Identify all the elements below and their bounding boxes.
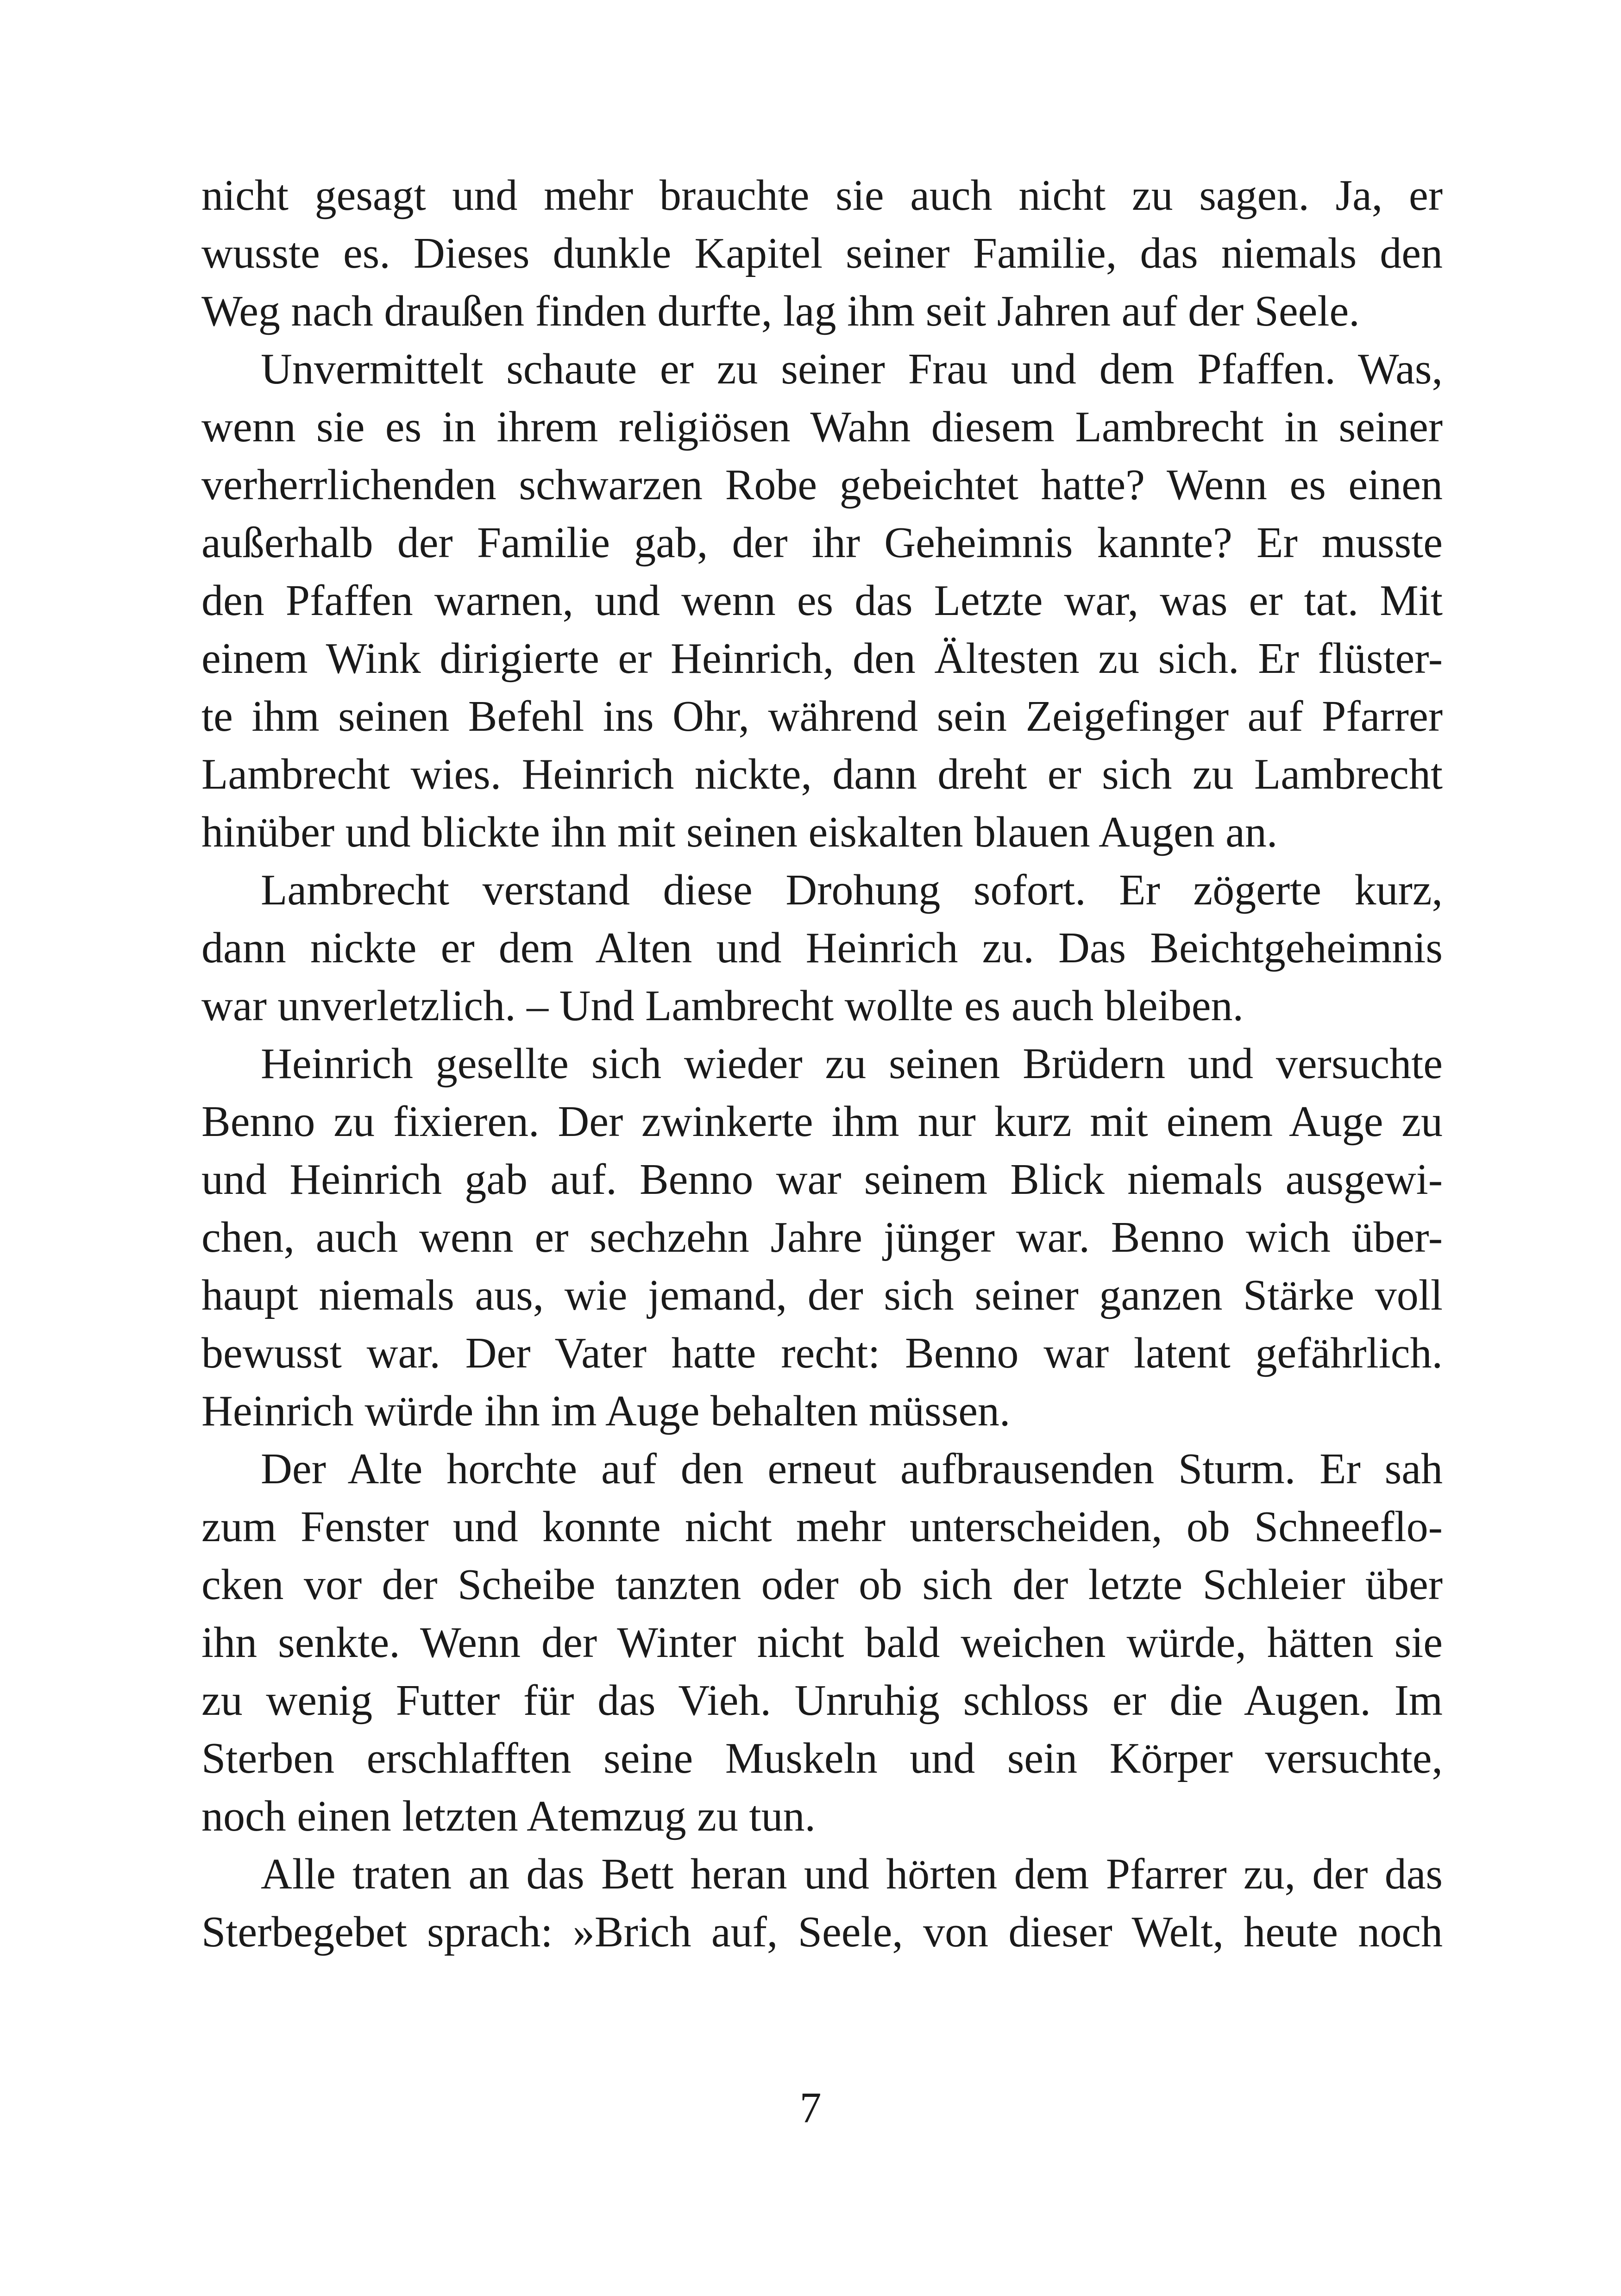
text-line: te ihm seinen Befehl ins Ohr, während sein Zeigefinger auf Pfarrer xyxy=(201,692,1443,740)
text-line: Der Alte horchte auf den erneut aufbrausenden Sturm. Er sah xyxy=(261,1445,1443,1493)
text-line: Sterbegebet sprach: »Brich auf, Seele, von dieser Welt, heute noch xyxy=(201,1908,1443,1956)
text-line: bewusst war. Der Vater hatte recht: Benno war latent gefährlich. xyxy=(201,1329,1443,1377)
body-text xyxy=(201,167,1443,1961)
text-line: noch einen letzten Atemzug zu tun. xyxy=(201,1792,816,1840)
text-line: nicht gesagt und mehr brauchte sie auch nicht zu sagen. Ja, er xyxy=(201,171,1443,220)
text-line: Weg nach draußen finden durfte, lag ihm seit Jahren auf der Seele. xyxy=(201,287,1360,335)
text-line: ihn senkte. Wenn der Winter nicht bald weichen würde, hätten sie xyxy=(201,1618,1443,1667)
paragraph xyxy=(201,340,1443,861)
text-line: den Pfaffen warnen, und wenn es das Letzte war, was er tat. Mit xyxy=(201,577,1443,625)
paragraph xyxy=(201,167,1443,340)
text-line: Unvermittelt schaute er zu seiner Frau und dem Pfaffen. Was, xyxy=(261,345,1443,393)
text-line: außerhalb der Familie gab, der ihr Geheimnis kannte? Er musste xyxy=(201,519,1443,567)
text-line: Heinrich gesellte sich wieder zu seinen Brüdern und versuchte xyxy=(261,1040,1443,1088)
paragraph xyxy=(201,1845,1443,1961)
text-line: zum Fenster und konnte nicht mehr unterscheiden, ob Schneeflo- xyxy=(201,1503,1443,1551)
text-line: Heinrich würde ihn im Auge behalten müssen. xyxy=(201,1387,1011,1435)
text-line: Lambrecht verstand diese Drohung sofort. Er zögerte kurz, xyxy=(261,866,1443,914)
text-line: Lambrecht wies. Heinrich nickte, dann dreht er sich zu Lambrecht xyxy=(201,750,1443,798)
text-line: verherrlichenden schwarzen Robe gebeichtet hatte? Wenn es einen xyxy=(201,461,1443,509)
text-line: wenn sie es in ihrem religiösen Wahn diesem Lambrecht in seiner xyxy=(201,403,1443,451)
text-line: Sterben erschlafften seine Muskeln und sein Körper versuchte, xyxy=(201,1734,1443,1782)
text-line: wusste es. Dieses dunkle Kapitel seiner Familie, das niemals den xyxy=(201,229,1443,277)
text-line: zu wenig Futter für das Vieh. Unruhig schloss er die Augen. Im xyxy=(201,1676,1443,1725)
text-line: dann nickte er dem Alten und Heinrich zu. Das Beichtgeheimnis xyxy=(201,924,1443,972)
text-line: cken vor der Scheibe tanzten oder ob sich der letzte Schleier über xyxy=(201,1561,1443,1609)
text-line: war unverletzlich. – Und Lambrecht wollte es auch bleiben. xyxy=(201,982,1244,1030)
text-line: Alle traten an das Bett heran und hörten dem Pfarrer zu, der das xyxy=(261,1850,1443,1898)
text-line: chen, auch wenn er sechzehn Jahre jünger war. Benno wich über- xyxy=(201,1213,1443,1261)
paragraph xyxy=(201,861,1443,1035)
text-line: Benno zu fixieren. Der zwinkerte ihm nur kurz mit einem Auge zu xyxy=(201,1098,1443,1146)
text-line: und Heinrich gab auf. Benno war seinem Blick niemals ausgewi- xyxy=(201,1155,1443,1204)
paragraph xyxy=(201,1440,1443,1845)
text-line: einem Wink dirigierte er Heinrich, den Ältesten zu sich. Er flüster- xyxy=(201,634,1443,683)
paragraph xyxy=(201,1035,1443,1440)
text-line: haupt niemals aus, wie jemand, der sich seiner ganzen Stärke voll xyxy=(201,1271,1443,1319)
page-number: 7 xyxy=(799,2084,822,2132)
text-line: hinüber und blickte ihn mit seinen eiskalten blauen Augen an. xyxy=(201,808,1278,856)
